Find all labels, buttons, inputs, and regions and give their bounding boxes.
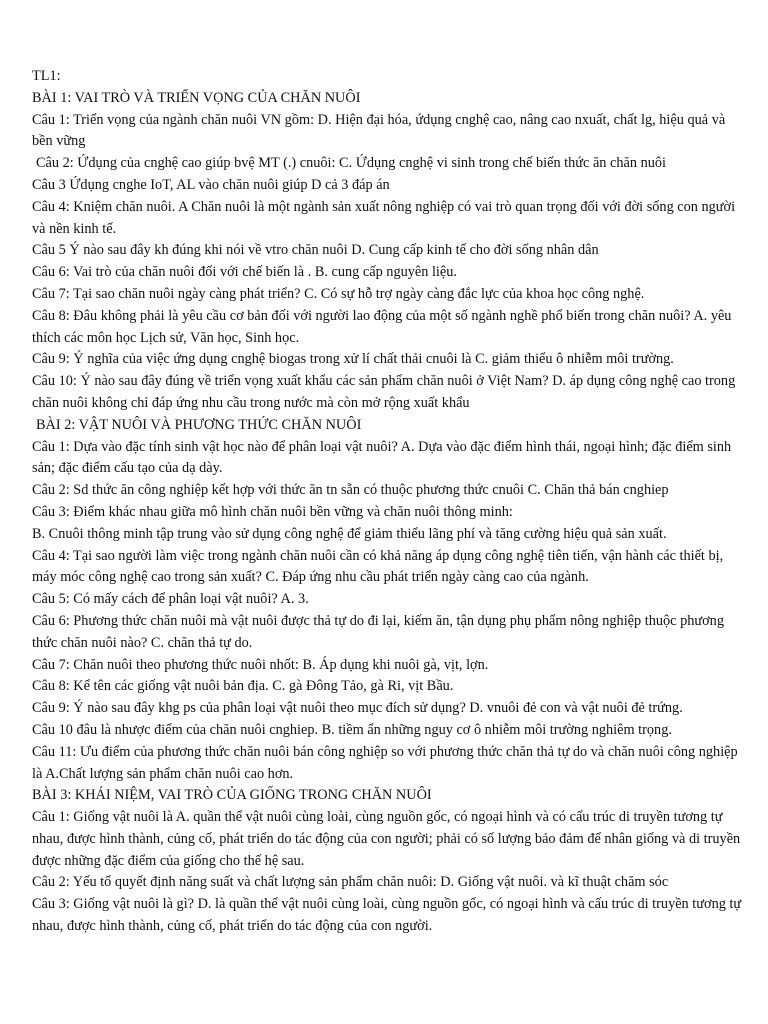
text-line: B. Cnuôi thông minh tập trung vào sử dụng công nghệ để giảm thiểu lãng phí và tăng cường hiệu quả sản xuất. bbox=[32, 525, 667, 542]
text-line: Câu 8: Đâu không phải là yêu cầu cơ bản đối với người lao động của một số ngành nghề phổ biến trong chăn nuôi? A. yêu thích các môn học Lịch sử, Văn học, Sinh học. bbox=[32, 307, 732, 346]
text-line: Câu 9: Ý nào sau đây khg ps của phân loại vật nuôi theo mục đích sử dụng? D. vnuôi đẻ con và vật nuôi đẻ trứng. bbox=[32, 700, 683, 717]
text-line: Câu 2: Yếu tố quyết định năng suất và chất lượng sản phẩm chăn nuôi: D. Giống vật nuôi. và kĩ thuật chăm sóc bbox=[32, 874, 669, 891]
text-line: Câu 4: Tại sao người làm việc trong ngành chăn nuôi cần có khả năng áp dụng công nghệ tiên tiến, vận hành các thiết bị, máy móc công nghệ cao trong sản xuất? C. Đáp ứng nhu cầu phát triển ngày càng cao của ngành. bbox=[32, 547, 724, 586]
text-line: Câu 2: Ứdụng của cnghệ cao giúp bvệ MT (.) cnuôi: C. Ứdụng cnghệ vi sinh trong chế biến thức ăn chăn nuôi bbox=[36, 155, 666, 172]
text-line: Câu 3 Ứdụng cnghe IoT, AL vào chăn nuôi giúp D cả 3 đáp án bbox=[32, 176, 390, 193]
section-title-2: BÀI 2: VẬT NUÔI VÀ PHƯƠNG THỨC CHĂN NUÔI bbox=[36, 416, 362, 433]
text-line: Câu 10: Ý nào sau đây đúng về triển vọng xuất khẩu các sản phẩm chăn nuôi ở Việt Nam? D. áp dụng công nghệ cao trong chăn nuôi không chỉ đáp ứng nhu cầu trong nước mà còn mở rộng xuất khẩu bbox=[32, 373, 736, 411]
section-title-1: BÀI 1: VAI TRÒ VÀ TRIỂN VỌNG CỦA CHĂN NUÔI bbox=[32, 89, 361, 106]
text-line: Câu 6: Vai trò của chăn nuôi đối với chế biến là . B. cung cấp nguyên liệu. bbox=[32, 264, 457, 281]
text-line: Câu 11: Ưu điểm của phương thức chăn nuôi bán công nghiệp so với phương thức chăn thả tự do và chăn nuôi công nghiệp là A.Chất lượng sản phẩm chăn nuôi cao hơn. bbox=[32, 743, 738, 782]
text-line: Câu 3: Giống vật nuôi là gì? D. là quần thể vật nuôi cùng loài, cùng nguồn gốc, có ngoại hình và cấu trúc di truyền tương tự nhau, được hình thành, củng cố, phát triển do tác động của con người. bbox=[32, 896, 742, 935]
text-line: Câu 9: Ý nghĩa của việc ứng dụng cnghệ biogas trong xử lí chất thải cnuôi là C. giảm thiểu ô nhiễm môi trường. bbox=[32, 351, 674, 368]
text-line: Câu 8: Kể tên các giống vật nuôi bản địa. C. gà Đông Tảo, gà Ri, vịt Bầu. bbox=[32, 678, 454, 695]
text-line: Câu 4: Kniệm chăn nuôi. A Chăn nuôi là một ngành sản xuất nông nghiệp có vai trò quan trọng đối với đời sống con người và nền kinh tế. bbox=[32, 198, 736, 237]
text-line: Câu 2: Sd thức ăn công nghiệp kết hợp với thức ăn tn sẵn có thuộc phương thức cnuôi C. Chăn thả bán cnghiep bbox=[32, 482, 669, 499]
document-page bbox=[32, 66, 744, 938]
document-header: TL1: bbox=[32, 68, 61, 84]
text-line: Câu 1: Dựa vào đặc tính sinh vật học nào để phân loại vật nuôi? A. Dựa vào đặc điểm hình thái, ngoại hình; đặc điểm sinh sản; đặc điểm cấu tạo của dạ dày. bbox=[32, 438, 732, 477]
text-line: Câu 1: Triển vọng của ngành chăn nuôi VN gồm: D. Hiện đại hóa, ứdụng cnghệ cao, nâng cao nxuất, chất lg, hiệu quả và bền vững bbox=[32, 111, 726, 150]
text-line: Câu 5 Ý nào sau đây kh đúng khi nói về vtro chăn nuôi D. Cung cấp kinh tế cho đời sống nhân dân bbox=[32, 242, 599, 259]
text-line: Câu 7: Tại sao chăn nuôi ngày càng phát triển? C. Có sự hỗ trợ ngày càng đắc lực của khoa học công nghệ. bbox=[32, 285, 645, 302]
text-line: Câu 7: Chăn nuôi theo phương thức nuôi nhốt: B. Áp dụng khi nuôi gà, vịt, lợn. bbox=[32, 656, 489, 673]
text-line: Câu 10 đâu là nhược điểm của chăn nuôi cnghiep. B. tiềm ẩn những nguy cơ ô nhiễm môi trường nghiêm trọng. bbox=[32, 721, 672, 738]
section-title-3: BÀI 3: KHÁI NIỆM, VAI TRÒ CỦA GIỐNG TRONG CHĂN NUÔI bbox=[32, 787, 432, 804]
text-line: Câu 1: Giống vật nuôi là A. quần thể vật nuôi cùng loài, cùng nguồn gốc, có ngoại hình và có cấu trúc di truyền tương tự nhau, được hình thành, củng cố, phát triển do tác động của con người; phải có số lượng bảo đảm để nhân giống và di truyền được những đặc điểm của giống cho thế hệ sau. bbox=[32, 809, 741, 869]
text-line: Câu 5: Có mấy cách để phân loại vật nuôi? A. 3. bbox=[32, 591, 309, 608]
text-line: Câu 3: Điểm khác nhau giữa mô hình chăn nuôi bền vững và chăn nuôi thông minh: bbox=[32, 503, 513, 520]
text-line: Câu 6: Phương thức chăn nuôi mà vật nuôi được thả tự do đi lại, kiếm ăn, tận dụng phụ phẩm nông nghiệp thuộc phương thức chăn nuôi nào? C. chăn thả tự do. bbox=[32, 612, 724, 651]
